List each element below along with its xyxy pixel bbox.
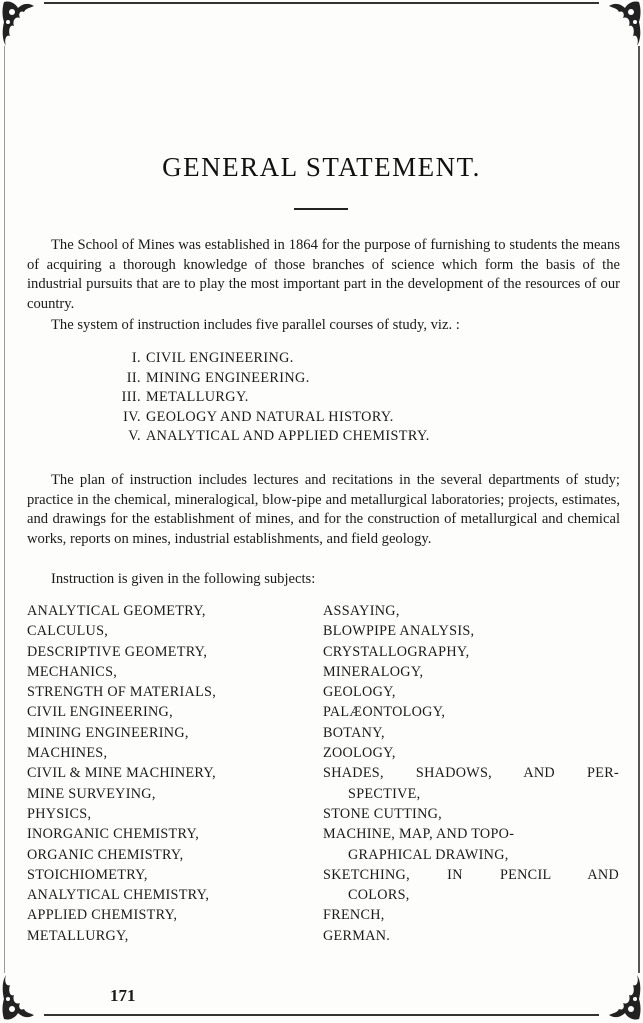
- course-numeral: III.: [121, 389, 141, 405]
- subject-item: MINE SURVEYING,: [27, 785, 156, 802]
- top-border-rule: [44, 2, 599, 4]
- subject-item: SKETCHING, IN PENCIL AND: [323, 866, 619, 883]
- subject-item: PALÆONTOLOGY,: [323, 704, 446, 721]
- course-name: ANALYTICAL AND APPLIED CHEMISTRY.: [146, 428, 430, 444]
- subject-item: CIVIL & MINE MACHINERY,: [27, 765, 216, 782]
- left-border-rule: [4, 46, 5, 973]
- course-numeral: V.: [128, 428, 141, 444]
- course-item: [108, 349, 430, 369]
- course-numeral: II.: [126, 369, 141, 386]
- intro-paragraph: [27, 236, 620, 314]
- course-numeral: I.: [131, 350, 141, 366]
- courses-list: [108, 349, 430, 447]
- course-item: [108, 408, 430, 428]
- subjects-list-right: [323, 601, 619, 946]
- subject-item: COLORS,: [348, 887, 410, 904]
- subject-item: INORGANIC CHEMISTRY,: [27, 826, 200, 843]
- ornament-corner-icon: [0, 973, 46, 1021]
- subject-item: METALLURGY,: [27, 927, 129, 944]
- course-name: MINING ENGINEERING.: [146, 369, 310, 386]
- subject-item: GEOLOGY,: [323, 684, 396, 701]
- subject-item: MECHANICS,: [27, 663, 118, 680]
- subject-item: ASSAYING,: [323, 603, 400, 619]
- subject-item: ORGANIC CHEMISTRY,: [27, 846, 184, 863]
- subject-item: MACHINES,: [27, 745, 108, 762]
- subjects-intro-paragraph: [27, 570, 620, 590]
- subject-item: APPLIED CHEMISTRY,: [27, 907, 178, 924]
- title-divider: [294, 208, 348, 210]
- subject-item: ZOOLOGY,: [323, 745, 396, 762]
- course-numeral: IV.: [123, 408, 141, 425]
- subject-item: CIVIL ENGINEERING,: [27, 704, 173, 721]
- course-item: [108, 388, 430, 408]
- ornament-corner-icon: [0, 0, 46, 48]
- plan-text: The plan of instruction includes lectures and recitations in the several departments of study; practice in the chemical, mineralogical, blow-pipe and metallurgical laboratories; projects, estimates, and drawings for the establishment of mines, and for the construction of metallurgical and chemical works, reports on mines, industrial establishments, and field geology.: [27, 472, 620, 547]
- subject-item: ANALYTICAL GEOMETRY,: [27, 603, 206, 619]
- subject-item: FRENCH,: [323, 907, 385, 924]
- subject-item: GERMAN.: [323, 927, 391, 944]
- subject-item: BLOWPIPE ANALYSIS,: [323, 623, 475, 640]
- ornament-corner-icon: [597, 973, 643, 1021]
- subject-item: PHYSICS,: [27, 805, 92, 822]
- subject-item: SPECTIVE,: [348, 785, 421, 802]
- subject-item: STONE CUTTING,: [323, 805, 443, 822]
- subject-item: DESCRIPTIVE GEOMETRY,: [27, 643, 208, 660]
- course-item: [108, 427, 430, 447]
- course-name: CIVIL ENGINEERING.: [146, 350, 294, 366]
- subjects-intro-text: Instruction is given in the following subjects:: [51, 571, 316, 587]
- page-title: GENERAL STATEMENT.: [162, 152, 481, 182]
- subject-item: CALCULUS,: [27, 623, 109, 640]
- subject-item: SHADES, SHADOWS, AND PER-: [323, 765, 619, 782]
- subject-item: ANALYTICAL CHEMISTRY,: [27, 887, 210, 904]
- course-name: GEOLOGY AND NATURAL HISTORY.: [146, 408, 394, 425]
- subject-item: CRYSTALLOGRAPHY,: [323, 643, 470, 660]
- subject-item: STOICHIOMETRY,: [27, 866, 148, 883]
- courses-intro-text: The system of instruction includes five parallel courses of study, viz. :: [51, 317, 460, 333]
- subjects-list-left: [27, 601, 312, 946]
- subject-item: MACHINE, MAP, AND TOPO-: [323, 826, 515, 843]
- course-item: [108, 369, 430, 389]
- bottom-border-rule: [44, 1014, 599, 1016]
- intro-text: The School of Mines was established in 1864 for the purpose of furnishing to students the means of acquiring a thorough knowledge of those branches of science which form the basis of the industrial pursuits that are to play the most important part in the development of the resources of our country.: [27, 237, 620, 312]
- page-number: 171: [110, 986, 136, 1005]
- courses-intro-paragraph: [27, 316, 620, 336]
- subject-item: GRAPHICAL DRAWING,: [348, 846, 509, 863]
- ornament-corner-icon: [597, 0, 643, 48]
- subject-item: BOTANY,: [323, 724, 385, 741]
- subject-item: MINING ENGINEERING,: [27, 724, 189, 741]
- subject-item: MINERALOGY,: [323, 663, 424, 680]
- right-border-rule: [638, 46, 640, 973]
- course-name: METALLURGY.: [146, 389, 249, 405]
- subject-item: STRENGTH OF MATERIALS,: [27, 684, 217, 701]
- plan-paragraph: [27, 471, 620, 549]
